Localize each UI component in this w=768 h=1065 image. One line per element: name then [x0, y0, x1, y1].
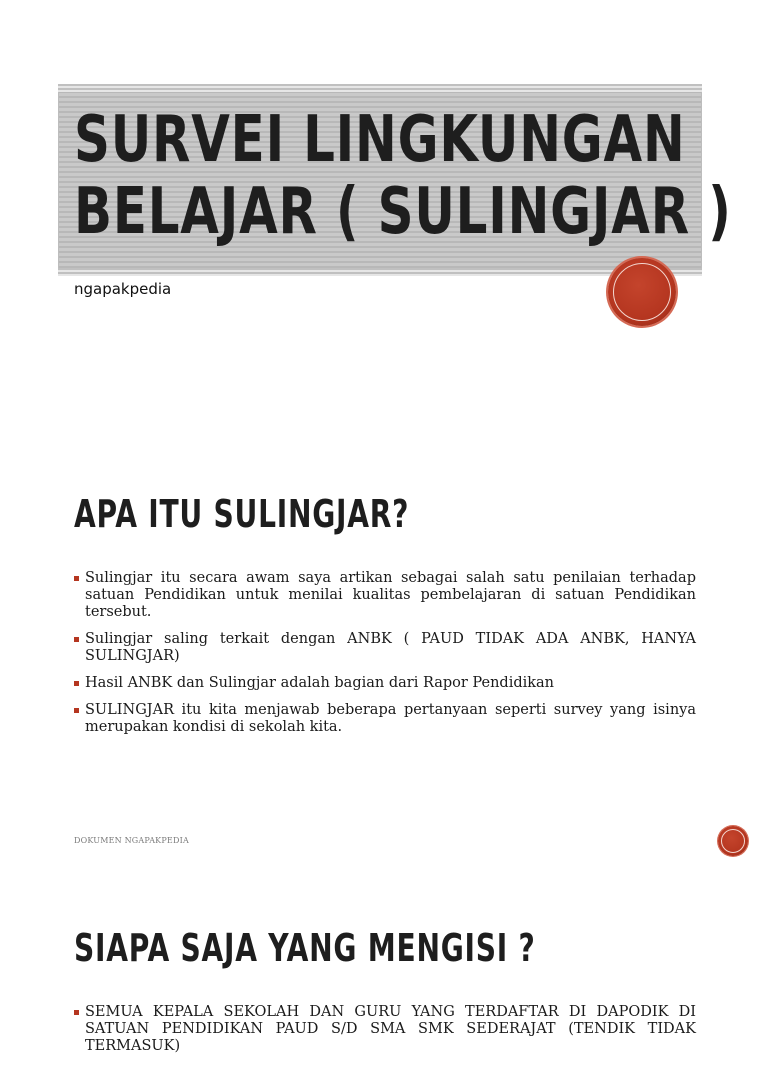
title-band-top-lines	[58, 84, 702, 92]
presentation-subtitle: ngapakpedia	[74, 280, 172, 298]
content-slide-who-fills	[0, 860, 768, 1054]
title-band-bottom-lines	[58, 268, 702, 276]
red-circle-badge-icon	[608, 258, 676, 326]
title-line-1: SURVEI LINGKUNGAN	[74, 103, 686, 177]
list-item	[74, 631, 696, 665]
bullet-text: SEMUA KEPALA SEKOLAH DAN GURU YANG TERDAFTAR DI DAPODIK DI SATUAN PENDIDIKAN PAUD S/D SMA SMK SEDERAJAT (TENDIK TIDAK TERMASUK)	[85, 1004, 696, 1054]
red-circle-badge-icon	[718, 826, 748, 856]
title-line-2: BELAJAR ( SULINGJAR )	[74, 175, 732, 249]
list-item	[74, 570, 696, 621]
slide-heading: SIAPA SAJA YANG MENGISI ?	[74, 926, 536, 970]
bullet-list	[74, 570, 696, 746]
bullet-text: SULINGJAR itu kita menjawab beberapa pertanyaan seperti survey yang isinya merupakan kondisi di sekolah kita.	[85, 702, 696, 735]
bullet-square-icon	[74, 1010, 79, 1015]
list-item	[74, 675, 696, 692]
title-band	[58, 84, 732, 276]
list-item	[74, 1004, 696, 1055]
content-slide-what-is	[0, 430, 768, 860]
slide-footer: DOKUMEN NGAPAKPEDIA	[74, 836, 189, 845]
title-slide	[0, 0, 768, 430]
bullet-text: Sulingjar saling terkait dengan ANBK ( PAUD TIDAK ADA ANBK, HANYA SULINGJAR)	[85, 631, 696, 664]
bullet-square-icon	[74, 681, 79, 686]
bullet-square-icon	[74, 708, 79, 713]
bullet-text: Sulingjar itu secara awam saya artikan sebagai salah satu penilaian terhadap satuan Pendidikan untuk menilai kualitas pembelajaran di satuan Pendidikan tersebut.	[85, 570, 696, 620]
bullet-square-icon	[74, 637, 79, 642]
list-item	[74, 702, 696, 736]
bullet-square-icon	[74, 576, 79, 581]
bullet-text: Hasil ANBK dan Sulingjar adalah bagian dari Rapor Pendidikan	[85, 675, 555, 691]
bullet-list	[74, 1004, 696, 1065]
slide-heading: APA ITU SULINGJAR?	[74, 492, 410, 536]
presentation-title	[74, 103, 732, 249]
